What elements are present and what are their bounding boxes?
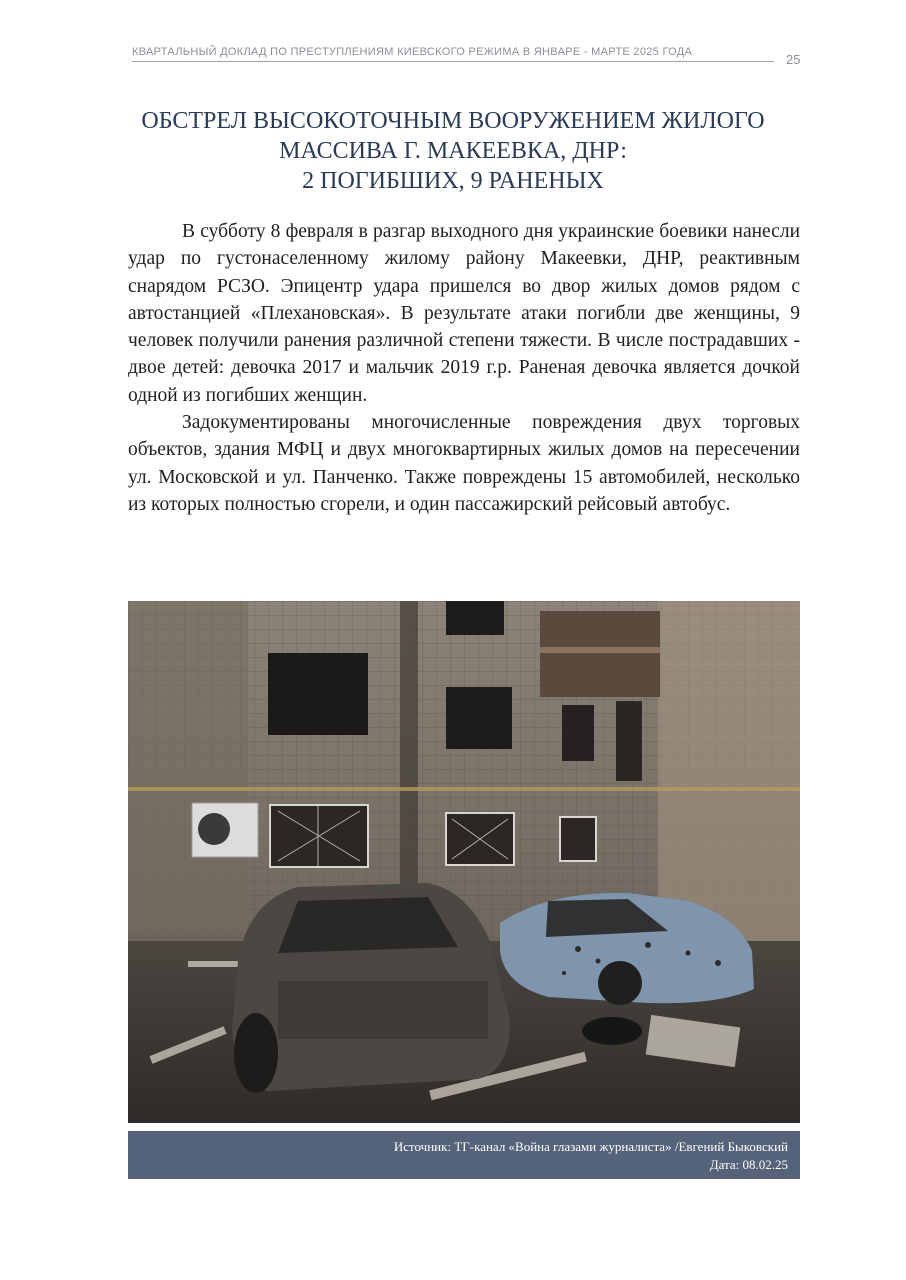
- photo-date: Дата: 08.02.25: [709, 1157, 788, 1172]
- page-number: 25: [786, 52, 801, 67]
- damaged-building-photo: [128, 601, 800, 1123]
- article-title: [120, 106, 786, 196]
- title-line: 2 ПОГИБШИХ, 9 РАНЕНЫХ: [302, 168, 604, 194]
- paragraph: В субботу 8 февраля в разгар выходного дня украинские боевики нанесли удар по густонаселенному жилому району Макеевки, ДНР, реактивным снарядом РСЗО. Эпицентр удара пришелся во двор жилых домов рядом с автостанцией «Плехановская». В результате атаки погибли две женщины, 9 человек получили ранения различной степени тяжести. В числе пострадавших - двое детей: девочка 2017 и мальчик 2019 г.р. Раненая девочка является дочкой одной из погибших женщин.: [128, 221, 800, 406]
- article-body: [128, 218, 800, 518]
- paragraph: Задокументированы многочисленные повреждения двух торговых объектов, здания МФЦ и двух многоквартирных жилых домов на пересечении ул. Московской и ул. Панченко. Также повреждены 15 автомобилей, несколько из которых полностью сгорели, и один пассажирский рейсовый автобус.: [128, 412, 800, 515]
- title-line: МАССИВА Г. МАКЕЕВКА, ДНР:: [279, 138, 627, 164]
- photo-caption: [128, 1131, 800, 1179]
- title-line: ОБСТРЕЛ ВЫСОКОТОЧНЫМ ВООРУЖЕНИЕМ ЖИЛОГО: [141, 108, 765, 134]
- running-header: КВАРТАЛЬНЫЙ ДОКЛАД ПО ПРЕСТУПЛЕНИЯМ КИЕВСКОГО РЕЖИМА В ЯНВАРЕ - МАРТЕ 2025 ГОДА: [132, 46, 774, 62]
- photo-source: Источник: ТГ-канал «Война глазами журналиста» /Евгений Быковский: [393, 1139, 788, 1154]
